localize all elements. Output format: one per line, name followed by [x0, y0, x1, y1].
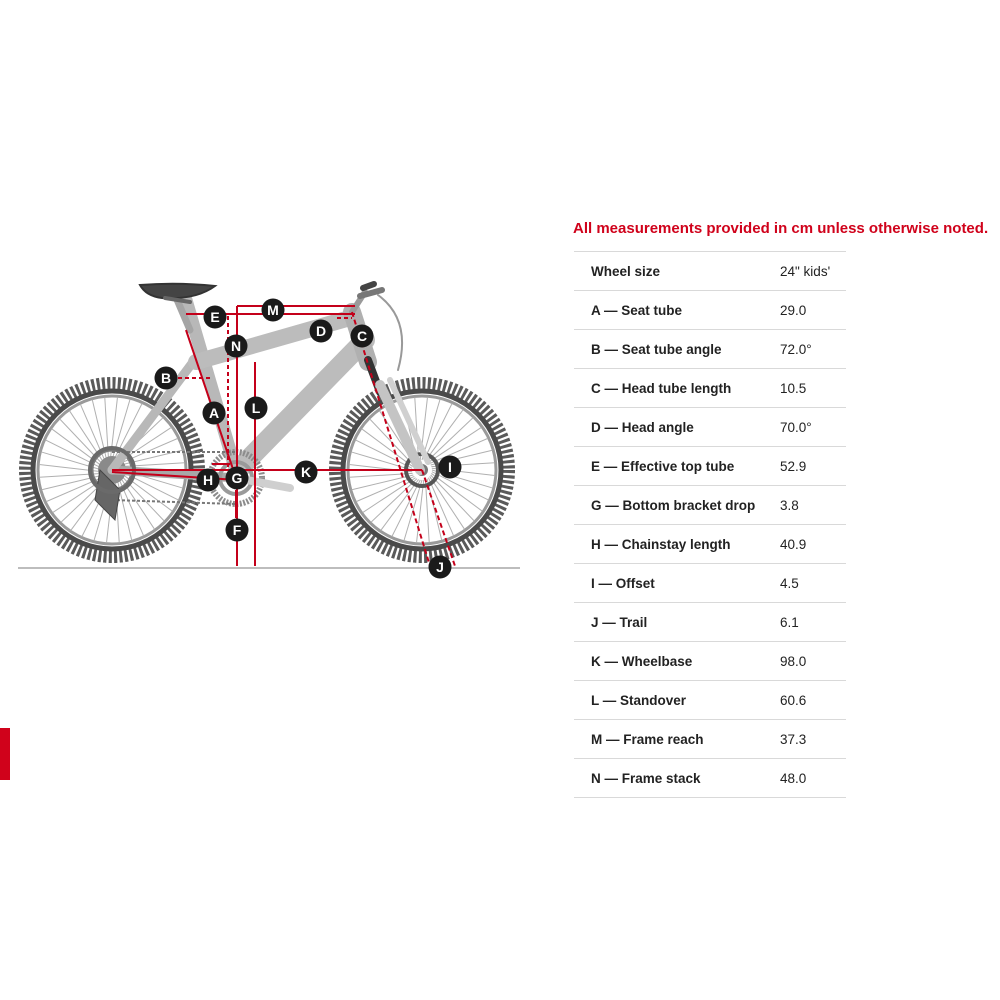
geometry-label: C — Head tube length	[574, 369, 777, 408]
geometry-row	[574, 408, 846, 447]
geometry-value: 29.0	[777, 291, 846, 330]
marker-label: N	[230, 338, 242, 354]
geometry-value: 37.3	[777, 720, 846, 759]
marker-label: H	[202, 472, 214, 488]
geometry-value: 24" kids'	[777, 252, 846, 291]
marker-b	[155, 367, 178, 390]
marker-j	[429, 556, 452, 579]
geometry-value: 3.8	[777, 486, 846, 525]
marker-label: J	[436, 559, 444, 575]
red-side-tab	[0, 728, 10, 780]
marker-m	[262, 299, 285, 322]
geometry-row	[574, 291, 846, 330]
geometry-value: 48.0	[777, 759, 846, 798]
marker-l	[245, 397, 268, 420]
marker-d	[310, 320, 333, 343]
marker-f	[226, 519, 249, 542]
marker-h	[197, 469, 220, 492]
marker-label: M	[267, 302, 279, 318]
marker-label: C	[356, 328, 368, 344]
marker-n	[225, 335, 248, 358]
geometry-value: 4.5	[777, 564, 846, 603]
geometry-label: N — Frame stack	[574, 759, 777, 798]
geometry-label: A — Seat tube	[574, 291, 777, 330]
geometry-table	[574, 251, 846, 798]
geometry-row	[574, 720, 846, 759]
marker-k	[295, 461, 318, 484]
marker-label: E	[210, 309, 220, 325]
geometry-row	[574, 330, 846, 369]
marker-e	[204, 306, 227, 329]
marker-a	[203, 402, 226, 425]
geometry-value: 72.0°	[777, 330, 846, 369]
geometry-label: B — Seat tube angle	[574, 330, 777, 369]
geometry-label: L — Standover	[574, 681, 777, 720]
geometry-value: 10.5	[777, 369, 846, 408]
geometry-row	[574, 681, 846, 720]
geometry-value: 52.9	[777, 447, 846, 486]
geometry-row	[574, 252, 846, 291]
geometry-row	[574, 759, 846, 798]
geometry-row	[574, 369, 846, 408]
geometry-label: I — Offset	[574, 564, 777, 603]
geometry-row	[574, 603, 846, 642]
marker-label: F	[232, 522, 242, 538]
bike-geometry-diagram	[0, 0, 540, 620]
geometry-value: 6.1	[777, 603, 846, 642]
geometry-value: 98.0	[777, 642, 846, 681]
marker-label: A	[208, 405, 220, 421]
geometry-label: K — Wheelbase	[574, 642, 777, 681]
geometry-label: H — Chainstay length	[574, 525, 777, 564]
marker-label: L	[251, 400, 261, 416]
marker-c	[351, 325, 374, 348]
marker-i	[439, 456, 462, 479]
geometry-row	[574, 564, 846, 603]
marker-label: G	[231, 470, 243, 486]
geometry-label: E — Effective top tube	[574, 447, 777, 486]
measurement-note: All measurements provided in cm unless otherwise noted.	[573, 220, 989, 237]
geometry-row	[574, 642, 846, 681]
geometry-label: J — Trail	[574, 603, 777, 642]
geometry-row	[574, 525, 846, 564]
geometry-label: G — Bottom bracket drop	[574, 486, 777, 525]
marker-label: B	[160, 370, 172, 386]
marker-g	[226, 467, 249, 490]
marker-label: D	[315, 323, 327, 339]
geometry-value: 40.9	[777, 525, 846, 564]
geometry-value: 60.6	[777, 681, 846, 720]
marker-label: I	[448, 459, 452, 475]
geometry-label: Wheel size	[574, 252, 777, 291]
geometry-value: 70.0°	[777, 408, 846, 447]
geometry-label: D — Head angle	[574, 408, 777, 447]
geometry-row	[574, 486, 846, 525]
marker-label: K	[300, 464, 312, 480]
geometry-row	[574, 447, 846, 486]
geometry-label: M — Frame reach	[574, 720, 777, 759]
